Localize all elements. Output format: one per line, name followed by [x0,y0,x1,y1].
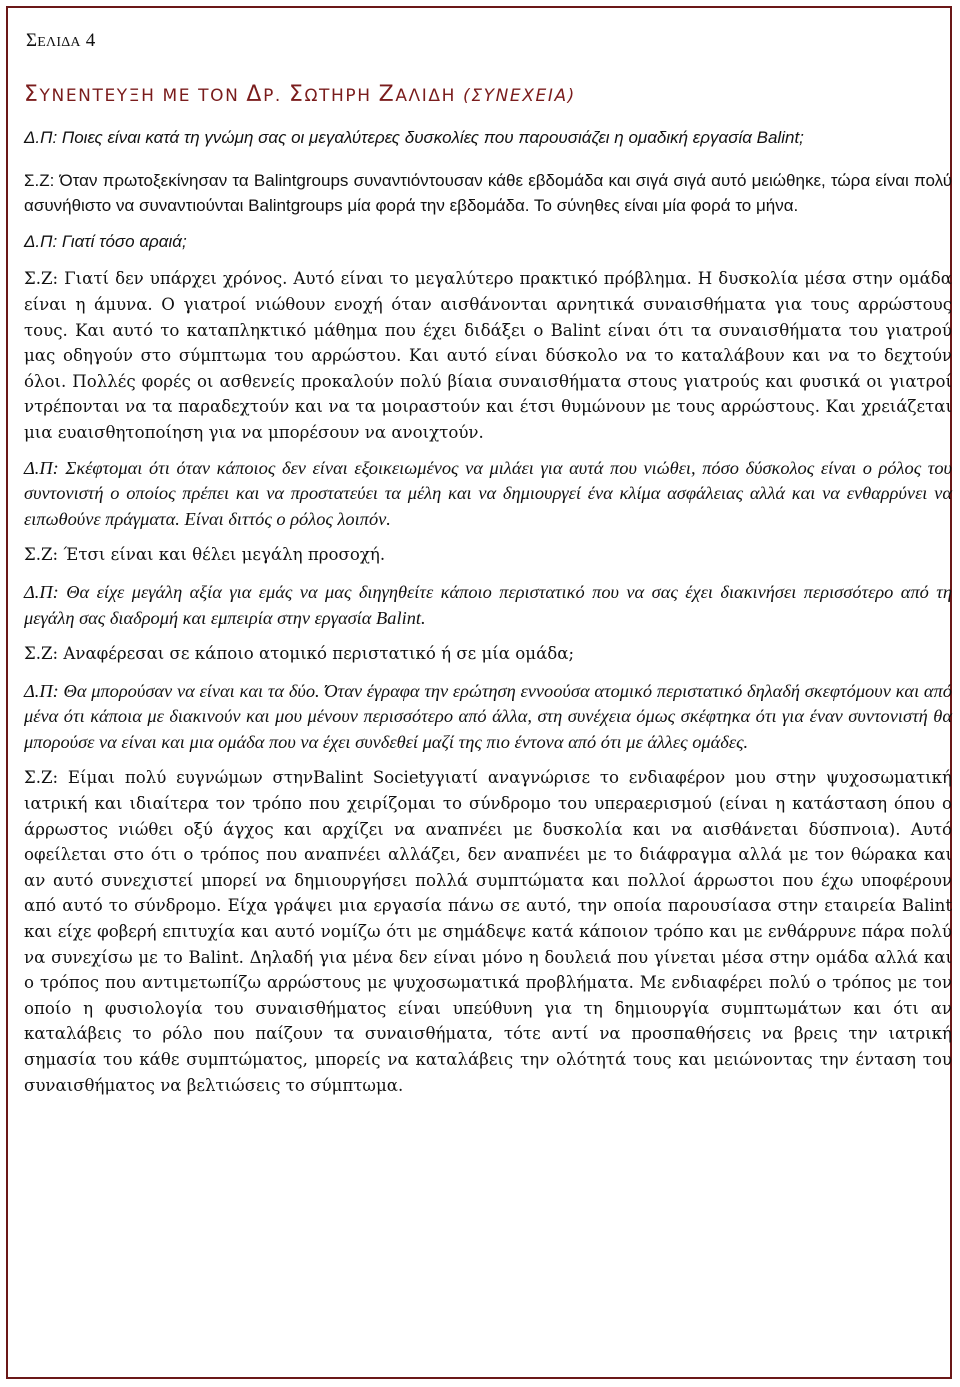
question-paragraph: Δ.Π: Γιατί τόσο αραιά; [24,231,187,251]
question-paragraph: Δ.Π: Θα είχε μεγάλη αξία για εμάς να μας διηγηθείτε κάποιο περιστατικό που να σας έχει διακινήσει περισσότερο από τη μεγάλη σας διαδρομή και εμπειρία στην εργασία Balint. [24,581,952,628]
question-paragraph: Δ.Π: Σκέφτομαι ότι όταν κάποιος δεν είναι εξοικειωμένος να μιλάει για αυτά που νιώθει, πόσο δύσκολος είναι ο ρόλος του συντονιστή ο οποίος πρέπει και να προστατεύει τα μέλη και να δημιουργεί ένα κλίμα ασφάλειας αλλά και να ενθαρρύνει να ειπωθούνε πράγματα. Είναι διττός ο ρόλος λοιπόν. [24,457,952,529]
answer-paragraph: Σ.Ζ: Έτσι είναι και θέλει μεγάλη προσοχή. [24,545,386,565]
page-frame [6,6,952,1379]
answer-paragraph: Σ.Ζ: Αναφέρεσαι σε κάποιο ατομικό περιστατικό ή σε μία ομάδα; [24,644,575,664]
answer-paragraph: Σ.Ζ: Όταν πρωτοξεκίνησαν τα Balintgroups συναντιόντουσαν κάθε εβδομάδα και σιγά σιγά αυτό μειώθηκε, τώρα είναι πολύ ασυνήθιστο να συναντιούνται Balintgroups μία φορά την εβδομάδα. Το σύνηθες είναι μία φορά το μήνα. [24,170,952,216]
article-title: ΣΥΝΕΝΤΕΥΞΗ ΜΕ ΤΟΝ ΔΡ. ΣΩΤΗΡΗ ΖΑΛΙΔΗ (ΣΥΝΕΧΕΙΑ) [24,82,576,107]
question-paragraph: Δ.Π: Ποιες είναι κατά τη γνώμη σας οι μεγαλύτερες δυσκολίες που παρουσιάζει η ομαδική εργασία Balint; [24,128,804,147]
answer-paragraph: Σ.Ζ: Είμαι πολύ ευγνώμων στηνBalint Societyγιατί αναγνώρισε το ενδιαφέρον μου στην ψυχοσωματική ιατρική και ιδιαίτερα τον τρόπο που χειρίζομαι το σύνδρομο του υπεραερισμού (είναι η κατάσταση όπου ο άρρωστος νιώθει οξύ άγχος και αρχίζει να αναπνέει με δυσκολία και να αισθάνεται δύσπνοια). Αυτό οφείλεται στο ότι ο τρόπος που αναπνέει αλλάζει, δεν αναπνέει με το διάφραγμα αλλά με τον θώρακα και αν αυτό συνεχιστεί μπορεί να δημιουργήσει πολλά συμπτώματα και πολλοί άρρωστοι που έχω υποφέρουν από αυτό το σύνδρομο. Είχα γράψει μια εργασία πάνω σε αυτό, την οποία παρουσίασα στην εταιρεία Balint και είχε φοβερή επιτυχία και αυτό νομίζω ότι με σημάδεψε κατά κάποιον τρόπο και με ενθάρρυνε πάρα πολύ να συνεχίσω με το Balint. Δηλαδή για μένα δεν είναι μόνο η δουλειά που γίνεται μέσα στην ομάδα αλλά και ο τρόπος που αντιμετωπίζω αρρώστους με ψυχοσωματικά προβλήματα. Με ενδιαφέρει πολύ ο τρόπος με τον οποίο η φυσιολογία του συναισθήματος είναι υπεύθυνη για τη δημιουργία συμπτωμάτων και ότι αν καταλάβεις το ρόλο που παίζουν τα συναισθήματα, τότε αντί να προσπαθήσεις να βρεις την ιατρική σημασία του κάθε συμπτώματος, μπορείς να καταλάβεις την ολότητά τους και μειώνοντας την ένταση του συναισθήματος να βελτιώσεις το σύμπτωμα. [24,768,952,1095]
question-paragraph: Δ.Π: Θα μπορούσαν να είναι και τα δύο. Όταν έγραφα την ερώτηση εννοούσα ατομικό περιστατικό δηλαδή σκεφτόμουν και από μένα ότι κάποια με διακινούν και μου μένουν περισσότερο από άλλα, στη συνέχεια όμως σκέφτηκα ότι για έναν συντονιστή θα μπορούσε να είναι και μια ομάδα που να έχει συνδεθεί μαζί της πιο έντονα από ότι με άλλες ομάδες. [24,680,952,752]
page-content [24,30,952,1108]
page-number-label: ΣΕΛΙΔΑ 4 [26,30,96,51]
answer-paragraph: Σ.Ζ: Γιατί δεν υπάρχει χρόνος. Αυτό είναι το μεγαλύτερο πρακτικό πρόβλημα. Η δυσκολία μέσα στην ομάδα είναι η άμυνα. Ο γιατροί νιώθουν ενοχή όταν αισθάνονται αρνητικά συναισθήματα για τους αρρώστους τους. Και αυτό το καταπληκτικό μάθημα που έχει διδάξει ο Balint είναι ότι τα συναισθήματα του γιατρού μας οδηγούν στο σύμπτωμα του αρρώστου. Και αυτό είναι δύσκολο να το καταλάβουν και να το δεχτούν όλοι. Πολλές φορές οι ασθενείς προκαλούν πολύ βίαια συναισθήματα στους γιατρούς και φυσικά οι γιατροί ντρέπονται να τα παραδεχτούν και να τα μοιραστούν και έτσι θυμώνουν με τους αρρώστους. Και χρειάζεται μια ευαισθητοποίηση για να μπορέσουν να ανοιχτούν. [24,269,952,442]
